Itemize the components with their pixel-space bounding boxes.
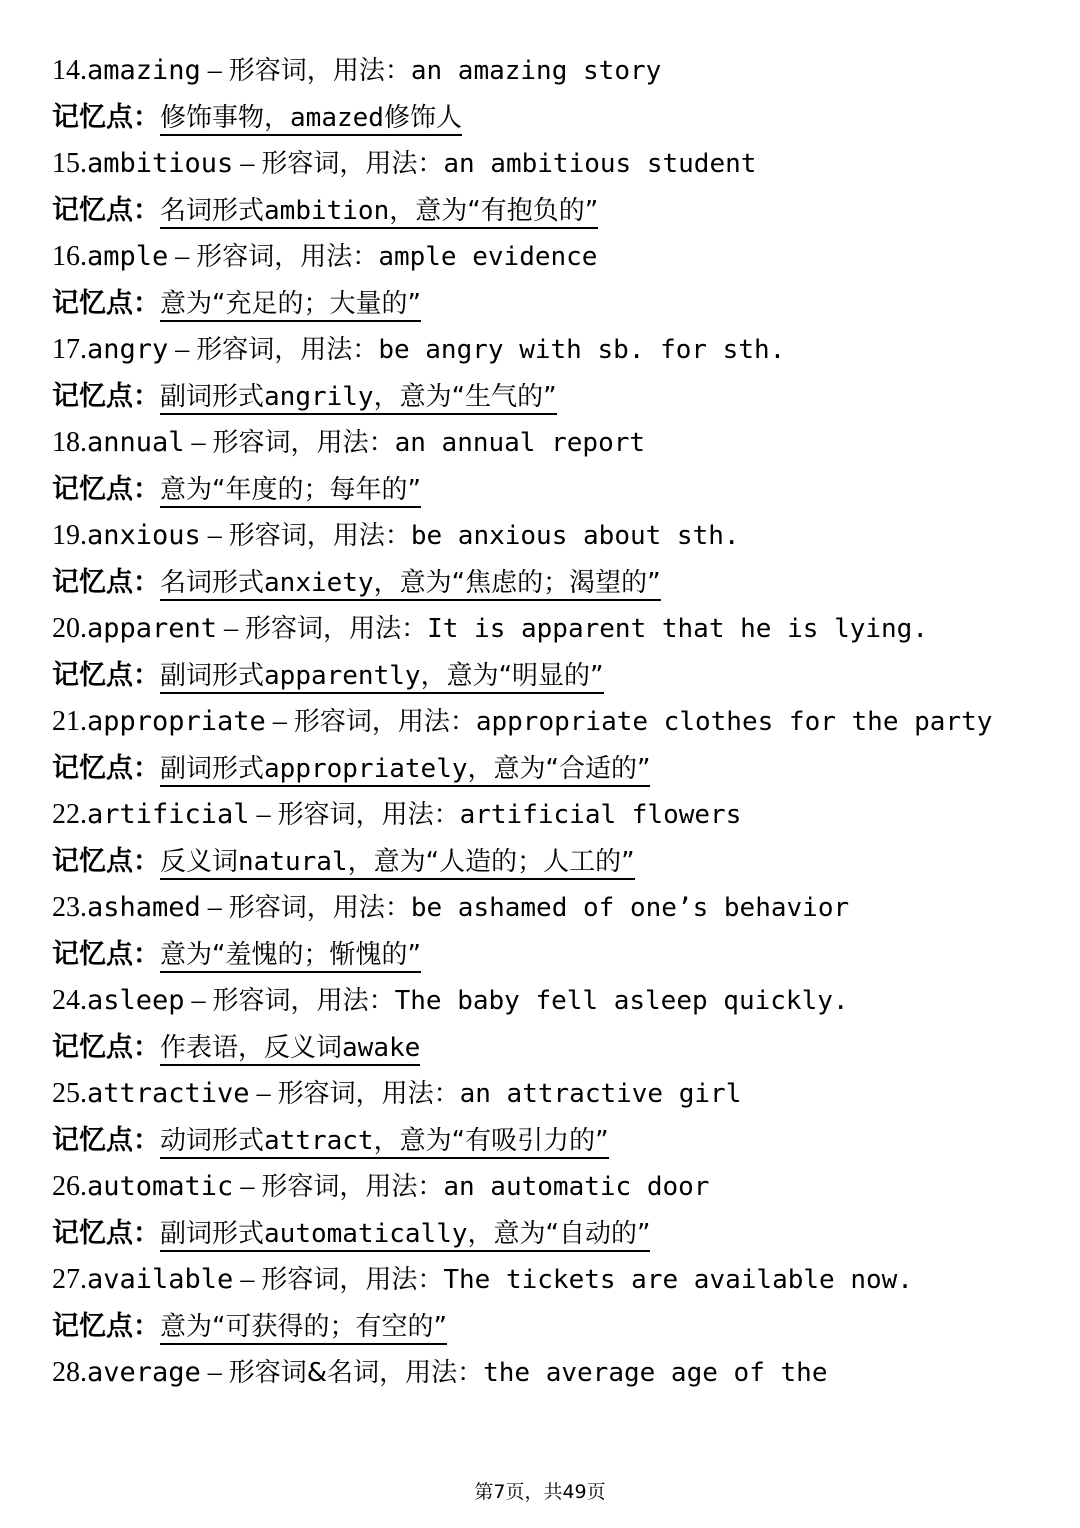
memory-note-text [160, 1033, 420, 1066]
entry-dash: – [256, 799, 271, 830]
entry-part-of-speech: 形容词， [261, 1172, 366, 1202]
entry-part-of-speech: 形容词， [261, 1265, 366, 1295]
usage-label: 用法： [332, 893, 411, 923]
entry-part-of-speech: 形容词， [196, 242, 301, 272]
vocabulary-entry [52, 699, 1028, 746]
memory-note [52, 188, 1028, 235]
memory-note-keyword: attract [264, 1125, 374, 1156]
vocabulary-entry [52, 48, 1028, 95]
entry-part-of-speech: 形容词， [293, 707, 398, 737]
entry-number: 21. [52, 706, 87, 737]
memory-note-text [160, 940, 421, 973]
vocabulary-entry [52, 606, 1028, 653]
memory-note-text [160, 103, 462, 136]
vocabulary-entry [52, 141, 1028, 188]
entry-word: available [87, 1264, 234, 1295]
entry-dash: – [240, 1171, 255, 1202]
memory-note [52, 932, 1028, 979]
entry-number: 17. [52, 334, 87, 365]
memory-note-label: 记忆点： [52, 566, 160, 598]
entry-number: 14. [52, 55, 87, 86]
memory-note [52, 560, 1028, 607]
usage-label: 用法： [381, 800, 460, 830]
memory-note-label: 记忆点： [52, 473, 160, 505]
entry-usage-example: an amazing story [410, 56, 662, 86]
memory-note [52, 1025, 1028, 1072]
entry-part-of-speech: 形容词， [228, 893, 333, 923]
entry-word: amazing [87, 55, 201, 86]
entry-number: 18. [52, 427, 87, 458]
entry-word: automatic [87, 1171, 234, 1202]
usage-label: 用法： [365, 1172, 444, 1202]
entry-word: attractive [87, 1078, 250, 1109]
entry-part-of-speech: 形容词， [212, 428, 317, 458]
entry-dash: – [256, 1078, 271, 1109]
memory-note-prefix: 名词形式 [160, 195, 265, 226]
entry-part-of-speech: 形容词， [245, 614, 350, 644]
entry-number: 20. [52, 613, 87, 644]
vocabulary-entry [52, 885, 1028, 932]
memory-note-prefix: 反义词 [160, 846, 239, 877]
entry-dash: – [207, 55, 222, 86]
memory-note-label: 记忆点： [52, 1124, 160, 1156]
memory-note [52, 839, 1028, 886]
memory-note-prefix: 意为“年度的；每年的” [160, 474, 421, 505]
memory-note-suffix: ，意为“生气的” [373, 381, 557, 412]
memory-note-label: 记忆点： [52, 1310, 160, 1342]
entry-usage-example: The tickets are available now. [443, 1265, 913, 1295]
memory-note-label: 记忆点： [52, 380, 160, 412]
memory-note-text [160, 847, 635, 880]
memory-note-prefix: 副词形式 [160, 381, 265, 412]
entry-part-of-speech: 形容词， [261, 149, 366, 179]
entry-number: 27. [52, 1264, 87, 1295]
memory-note-prefix: 名词形式 [160, 567, 265, 598]
entry-number: 19. [52, 520, 87, 551]
memory-note-prefix: 副词形式 [160, 660, 265, 691]
entry-part-of-speech: 形容词， [228, 56, 333, 86]
memory-note-suffix: 修饰人 [383, 102, 462, 133]
usage-label: 用法： [316, 986, 395, 1016]
vocabulary-entry [52, 792, 1028, 839]
memory-note-text [160, 754, 650, 787]
memory-note-prefix: 意为“可获得的；有空的” [160, 1311, 447, 1342]
memory-note-label: 记忆点： [52, 845, 160, 877]
entry-usage-example: be anxious about sth. [410, 521, 740, 551]
memory-note-label: 记忆点： [52, 938, 160, 970]
vocabulary-entry [52, 327, 1028, 374]
memory-note-prefix: 副词形式 [160, 1218, 265, 1249]
usage-label: 用法： [300, 335, 379, 365]
memory-note-label: 记忆点： [52, 659, 160, 691]
memory-note [52, 746, 1028, 793]
entry-part-of-speech: 形容词， [277, 800, 382, 830]
entry-word: artificial [87, 799, 250, 830]
entry-usage-example: be ashamed of one’s behavior [410, 893, 850, 923]
memory-note-text [160, 382, 557, 415]
memory-note-suffix: ，意为“人造的；人工的” [347, 846, 635, 877]
memory-note-label: 记忆点： [52, 194, 160, 226]
memory-note-label: 记忆点： [52, 752, 160, 784]
memory-note-suffix: ，意为“明显的” [420, 660, 604, 691]
entry-number: 15. [52, 148, 87, 179]
memory-note-text [160, 475, 421, 508]
entry-number: 16. [52, 241, 87, 272]
memory-note [52, 95, 1028, 142]
memory-note-suffix: ，意为“合适的” [467, 753, 651, 784]
memory-note [52, 653, 1028, 700]
entry-word: ample [87, 241, 169, 272]
vocabulary-entry [52, 513, 1028, 560]
entry-word: ashamed [87, 892, 201, 923]
entry-usage-example: ample evidence [378, 242, 598, 272]
entry-part-of-speech: 形容词， [228, 521, 333, 551]
entry-word: annual [87, 427, 185, 458]
entry-word: average [87, 1357, 201, 1388]
memory-note-label: 记忆点： [52, 101, 160, 133]
memory-note [52, 1304, 1028, 1351]
usage-label: 用法： [349, 614, 428, 644]
memory-note-suffix: ，意为“自动的” [467, 1218, 651, 1249]
memory-note [52, 374, 1028, 421]
vocabulary-entry [52, 234, 1028, 281]
entry-number: 25. [52, 1078, 87, 1109]
entry-usage-example: an ambitious student [443, 149, 757, 179]
memory-note-keyword: awake [342, 1032, 421, 1063]
memory-note-suffix: ，意为“焦虑的；渴望的” [373, 567, 661, 598]
memory-note [52, 1118, 1028, 1165]
entry-dash: – [240, 1264, 255, 1295]
memory-note-keyword: apparently [264, 660, 421, 691]
entry-number: 24. [52, 985, 87, 1016]
entry-word: apparent [87, 613, 218, 644]
entry-part-of-speech: 形容词， [212, 986, 317, 1016]
entry-dash: – [207, 1357, 222, 1388]
usage-label: 用法： [300, 242, 379, 272]
entry-usage-example: an attractive girl [459, 1079, 742, 1109]
usage-label: 用法： [365, 149, 444, 179]
entry-dash: – [207, 520, 222, 551]
memory-note-keyword: anxiety [264, 567, 374, 598]
entry-usage-example: It is apparent that he is lying. [427, 614, 928, 644]
memory-note-keyword: ambition [264, 195, 390, 226]
memory-note-text [160, 196, 598, 229]
entry-dash: – [175, 334, 190, 365]
entry-dash: – [191, 427, 206, 458]
memory-note-label: 记忆点： [52, 1217, 160, 1249]
entry-usage-example: be angry with sb. for sth. [378, 335, 786, 365]
memory-note-suffix: ，意为“有抱负的” [389, 195, 599, 226]
usage-label: 用法： [365, 1265, 444, 1295]
entry-dash: – [191, 985, 206, 1016]
memory-note-keyword: natural [238, 846, 348, 877]
memory-note-text [160, 1219, 650, 1252]
entry-part-of-speech: 形容词&名词， [228, 1358, 406, 1388]
memory-note-text [160, 1312, 447, 1345]
entry-word: appropriate [87, 706, 266, 737]
memory-note [52, 281, 1028, 328]
memory-note-prefix: 意为“充足的；大量的” [160, 288, 421, 319]
memory-note-keyword: automatically [264, 1218, 468, 1249]
entry-word: ambitious [87, 148, 234, 179]
memory-note-prefix: 意为“羞愧的；惭愧的” [160, 939, 421, 970]
memory-note-label: 记忆点： [52, 1031, 160, 1063]
entry-number: 23. [52, 892, 87, 923]
vocabulary-entry [52, 420, 1028, 467]
entry-number: 22. [52, 799, 87, 830]
memory-note-prefix: 动词形式 [160, 1125, 265, 1156]
usage-label: 用法： [332, 56, 411, 86]
entry-usage-example: artificial flowers [459, 800, 742, 830]
entry-part-of-speech: 形容词， [196, 335, 301, 365]
entry-dash: – [207, 892, 222, 923]
vocabulary-entry [52, 1350, 1028, 1397]
entry-usage-example: The baby fell asleep quickly. [394, 986, 849, 1016]
usage-label: 用法： [332, 521, 411, 551]
memory-note-keyword: appropriately [264, 753, 468, 784]
entry-dash: – [240, 148, 255, 179]
memory-note-text [160, 289, 421, 322]
entry-word: asleep [87, 985, 185, 1016]
memory-note-keyword: amazed [290, 102, 384, 133]
memory-note [52, 1211, 1028, 1258]
entry-part-of-speech: 形容词， [277, 1079, 382, 1109]
entry-dash: – [175, 241, 190, 272]
entry-number: 26. [52, 1171, 87, 1202]
memory-note-text [160, 661, 604, 694]
memory-note-keyword: angrily [264, 381, 374, 412]
entry-word: anxious [87, 520, 201, 551]
entry-number: 28. [52, 1357, 87, 1388]
vocabulary-entry [52, 1071, 1028, 1118]
usage-label: 用法： [397, 707, 476, 737]
entry-usage-example: an annual report [394, 428, 646, 458]
entry-usage-example: appropriate clothes for the party [475, 707, 993, 737]
entry-dash: – [272, 706, 287, 737]
entry-usage-example: an automatic door [443, 1172, 710, 1202]
vocabulary-entry [52, 978, 1028, 1025]
page-footer: 第7页，共49页 [474, 1481, 606, 1503]
memory-note-label: 记忆点： [52, 287, 160, 319]
memory-note-prefix: 副词形式 [160, 753, 265, 784]
vocabulary-entry [52, 1164, 1028, 1211]
entry-dash: – [224, 613, 239, 644]
usage-label: 用法： [316, 428, 395, 458]
memory-note-text [160, 568, 661, 601]
memory-note [52, 467, 1028, 514]
usage-label: 用法： [405, 1358, 484, 1388]
memory-note-prefix: 作表语，反义词 [160, 1032, 343, 1063]
entry-usage-example: the average age of the [483, 1358, 828, 1388]
usage-label: 用法： [381, 1079, 460, 1109]
entry-word: angry [87, 334, 169, 365]
memory-note-prefix: 修饰事物， [160, 102, 291, 133]
memory-note-text [160, 1126, 609, 1159]
vocabulary-list [52, 48, 1028, 1397]
memory-note-suffix: ，意为“有吸引力的” [373, 1125, 609, 1156]
vocabulary-entry [52, 1257, 1028, 1304]
